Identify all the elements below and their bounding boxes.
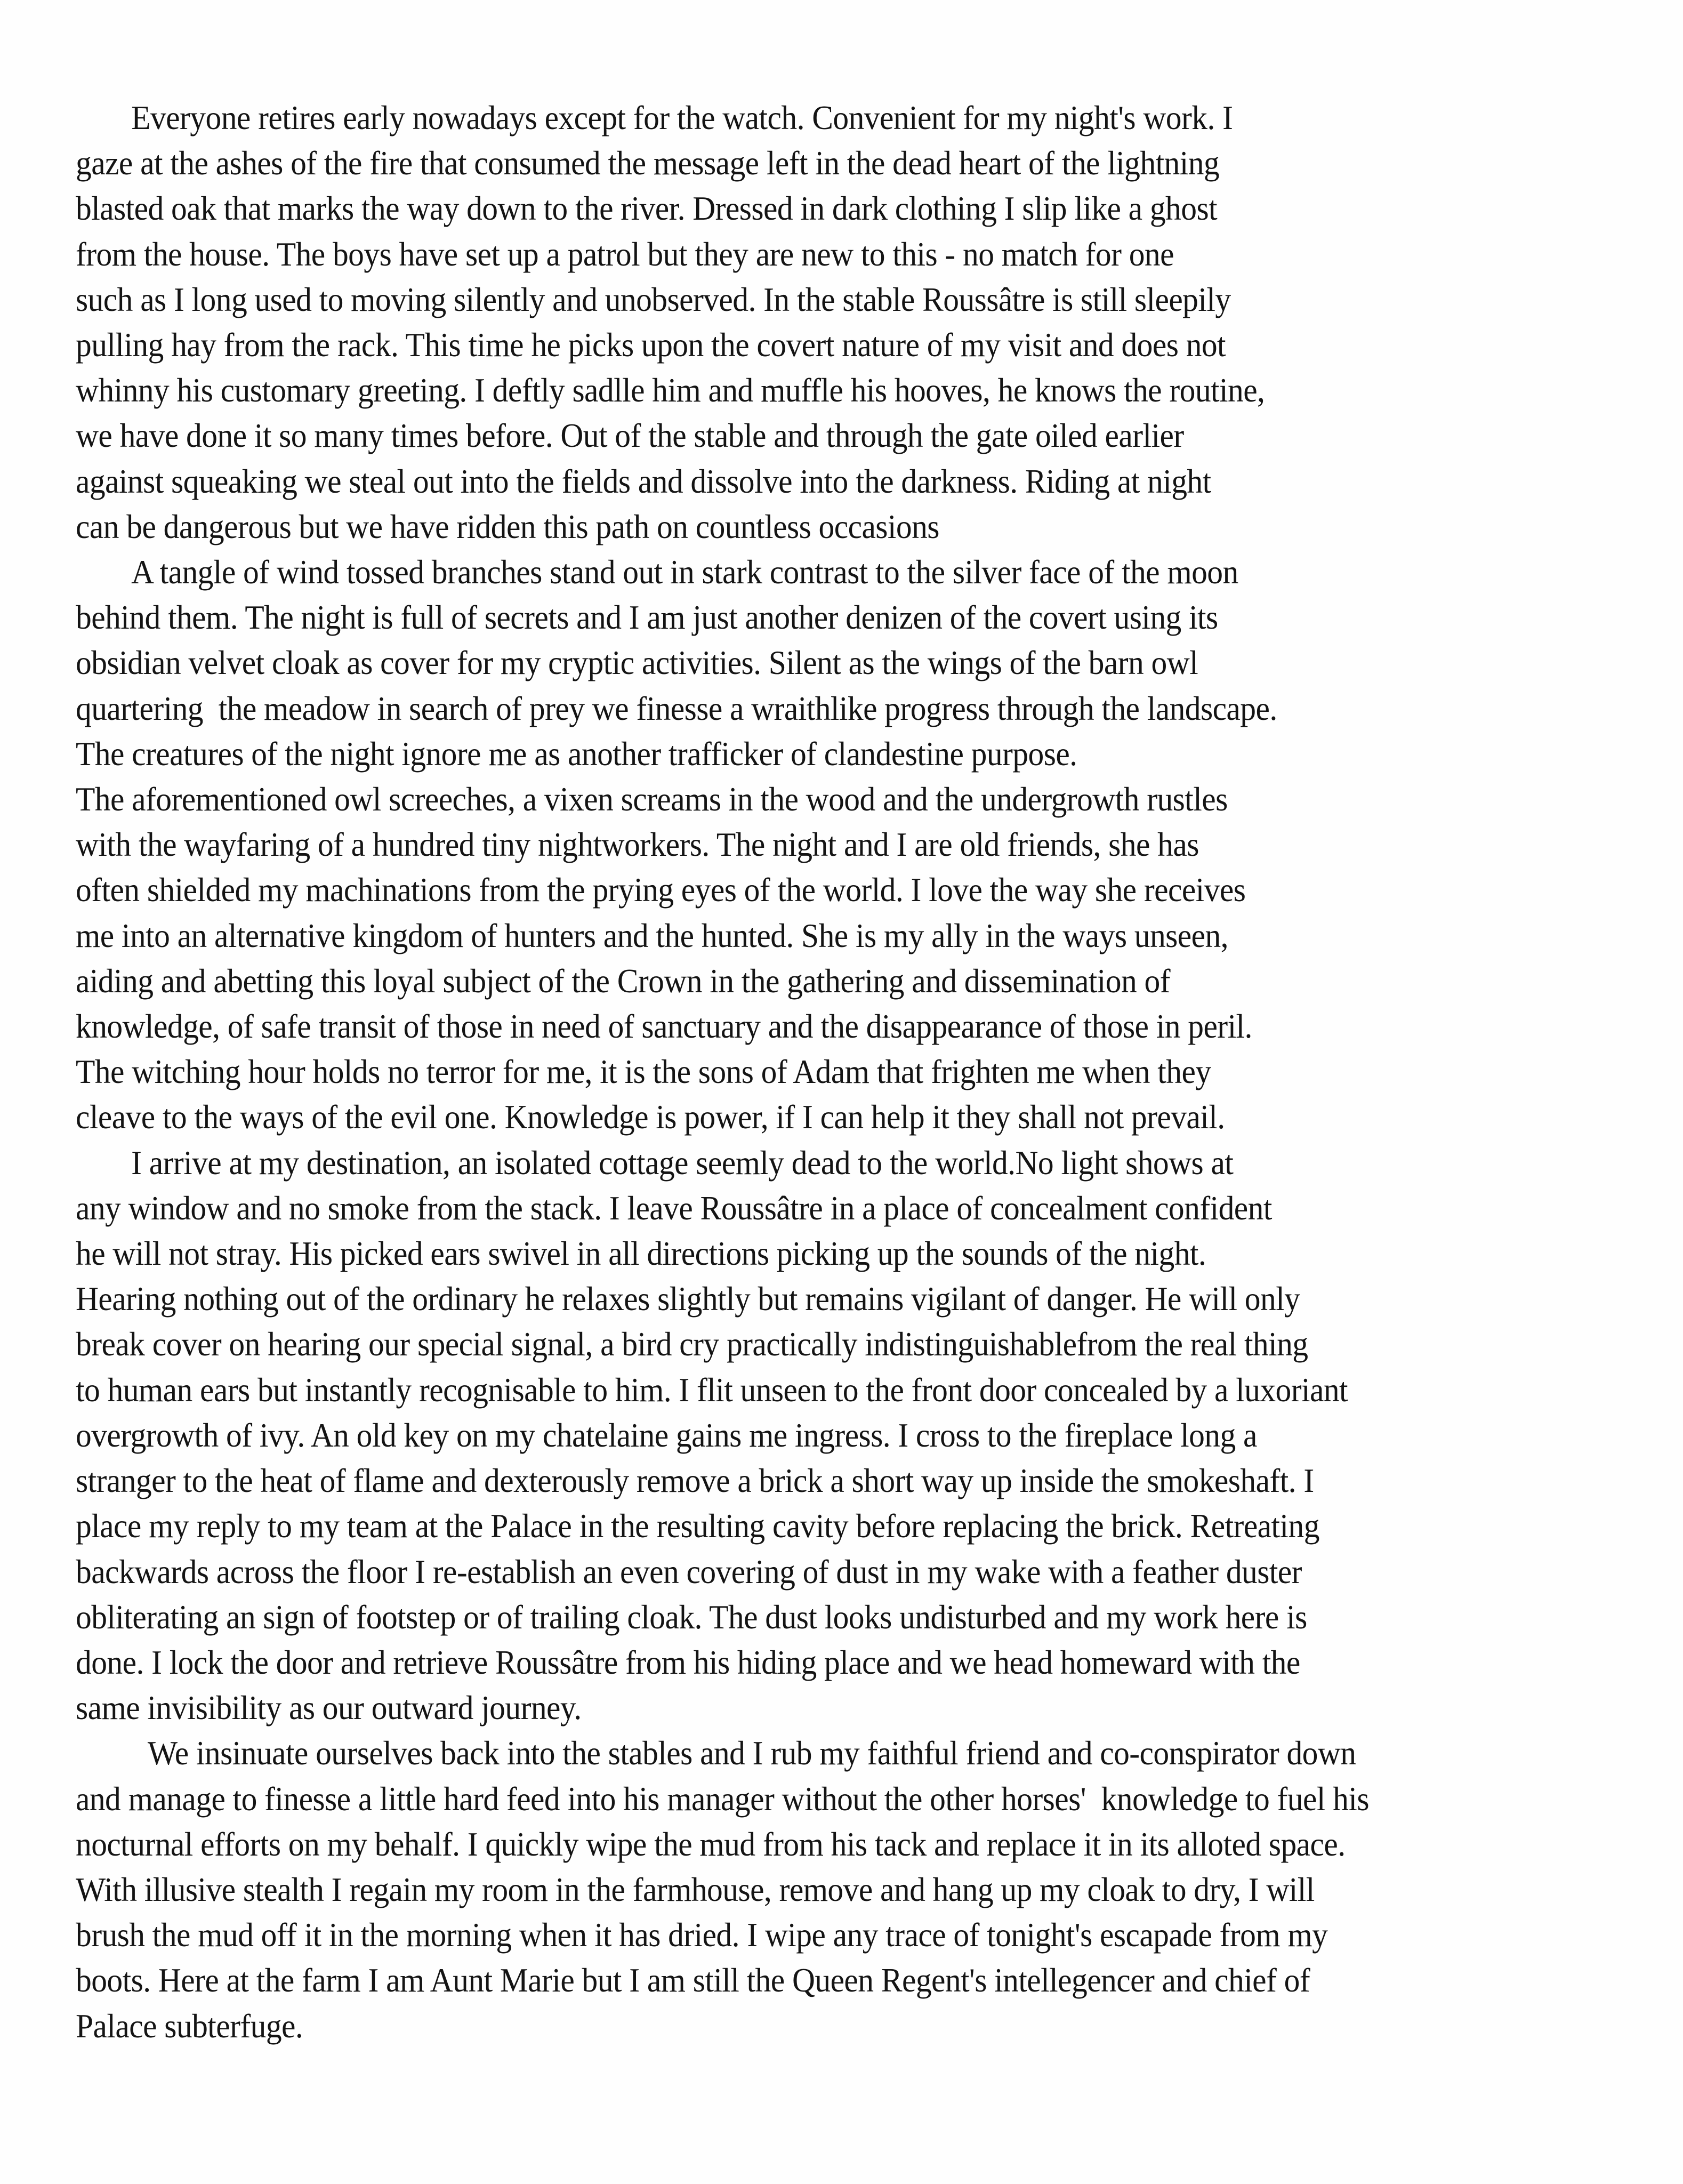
paragraph [76,95,1543,549]
text-line: boots. Here at the farm I am Aunt Marie but I am still the Queen Regent's intellegencer and chief of [76,1961,1310,2000]
text-line: cleave to the ways of the evil one. Knowledge is power, if I can help it they shall not prevail. [76,1098,1225,1136]
text-line: Hearing nothing out of the ordinary he relaxes slightly but remains vigilant of danger. He will only [76,1280,1300,1318]
text-line: such as I long used to moving silently and unobserved. In the stable Roussâtre is still sleepily [76,280,1231,318]
text-line: gaze at the ashes of the fire that consumed the message left in the dead heart of the lightning [76,144,1220,182]
text-line: against squeaking we steal out into the fields and dissolve into the darkness. Riding at night [76,462,1211,500]
text-line: The aforementioned owl screeches, a vixen screams in the wood and the undergrowth rustles [76,780,1228,818]
text-line: We insinuate ourselves back into the stables and I rub my faithful friend and co-conspirator down [147,1734,1356,1772]
text-line: The creatures of the night ignore me as another trafficker of clandestine purpose. [76,734,1077,773]
text-line: me into an alternative kingdom of hunters and the hunted. She is my ally in the ways unseen, [76,916,1229,954]
text-line: aiding and abetting this loyal subject of the Crown in the gathering and dissemination of [76,961,1170,1000]
text-line: and manage to finesse a little hard feed into his manager without the other horses' knowledge to fuel his [76,1779,1369,1818]
text-line: we have done it so many times before. Out of the stable and through the gate oiled earlier [76,416,1184,455]
text-line: blasted oak that marks the way down to the river. Dressed in dark clothing I slip like a ghost [76,189,1218,228]
text-line: The witching hour holds no terror for me, it is the sons of Adam that frighten me when they [76,1053,1211,1091]
text-line: to human ears but instantly recognisable to him. I flit unseen to the front door concealed by a luxoriant [76,1370,1348,1409]
text-line: any window and no smoke from the stack. I leave Roussâtre in a place of concealment confident [76,1189,1272,1227]
text-line: with the wayfaring of a hundred tiny nightworkers. The night and I are old friends, she has [76,825,1199,864]
text-line: A tangle of wind tossed branches stand out in stark contrast to the silver face of the moon [131,553,1238,591]
paragraph [76,549,1543,1140]
text-line: I arrive at my destination, an isolated cottage seemly dead to the world.No light shows at [131,1143,1234,1182]
text-line: obsidian velvet cloak as cover for my cryptic activities. Silent as the wings of the barn owl [76,644,1198,682]
paragraph [76,1730,1543,2048]
text-line: quartering the meadow in search of prey we finesse a wraithlike progress through the landscape. [76,689,1277,727]
text-line: overgrowth of ivy. An old key on my chatelaine gains me ingress. I cross to the fireplace long a [76,1416,1257,1454]
paragraph [76,1140,1543,1731]
text-line: behind them. The night is full of secrets and I am just another denizen of the covert using its [76,598,1218,637]
text-line: knowledge, of safe transit of those in need of sanctuary and the disappearance of those in peril. [76,1007,1252,1046]
text-line: pulling hay from the rack. This time he picks upon the covert nature of my visit and does not [76,326,1226,364]
text-line: Everyone retires early nowadays except for the watch. Convenient for my night's work. I [131,99,1233,136]
text-line: break cover on hearing our special signal, a bird cry practically indistinguishablefrom the real thing [76,1325,1308,1363]
text-line: same invisibility as our outward journey. [76,1689,582,1727]
text-line: place my reply to my team at the Palace in the resulting cavity before replacing the brick. Retreating [76,1507,1319,1545]
text-line: whinny his customary greeting. I deftly sadlle him and muffle his hooves, he knows the routine, [76,371,1265,410]
text-line: stranger to the heat of flame and dexterously remove a brick a short way up inside the smokeshaft. I [76,1462,1314,1500]
text-line: often shielded my machinations from the prying eyes of the world. I love the way she receives [76,871,1246,909]
text-line: Palace subterfuge. [76,2006,303,2045]
text-line: obliterating an sign of footstep or of trailing cloak. The dust looks undisturbed and my work here is [76,1597,1307,1636]
text-line: can be dangerous but we have ridden this path on countless occasions [76,507,939,545]
text-line: brush the mud off it in the morning when it has dried. I wipe any trace of tonight's escapade from my [76,1916,1328,1954]
text-line: from the house. The boys have set up a patrol but they are new to this - no match for one [76,235,1174,273]
body-text [76,95,1543,2049]
text-line: With illusive stealth I regain my room in the farmhouse, remove and hang up my cloak to dry, I will [76,1870,1315,1908]
text-line: done. I lock the door and retrieve Roussâtre from his hiding place and we head homeward with the [76,1643,1300,1681]
text-line: he will not stray. His picked ears swivel in all directions picking up the sounds of the night. [76,1234,1206,1273]
text-line: backwards across the floor I re-establish an even covering of dust in my wake with a feather duster [76,1552,1302,1591]
text-line: nocturnal efforts on my behalf. I quickly wipe the mud from his tack and replace it in its alloted space. [76,1825,1346,1863]
